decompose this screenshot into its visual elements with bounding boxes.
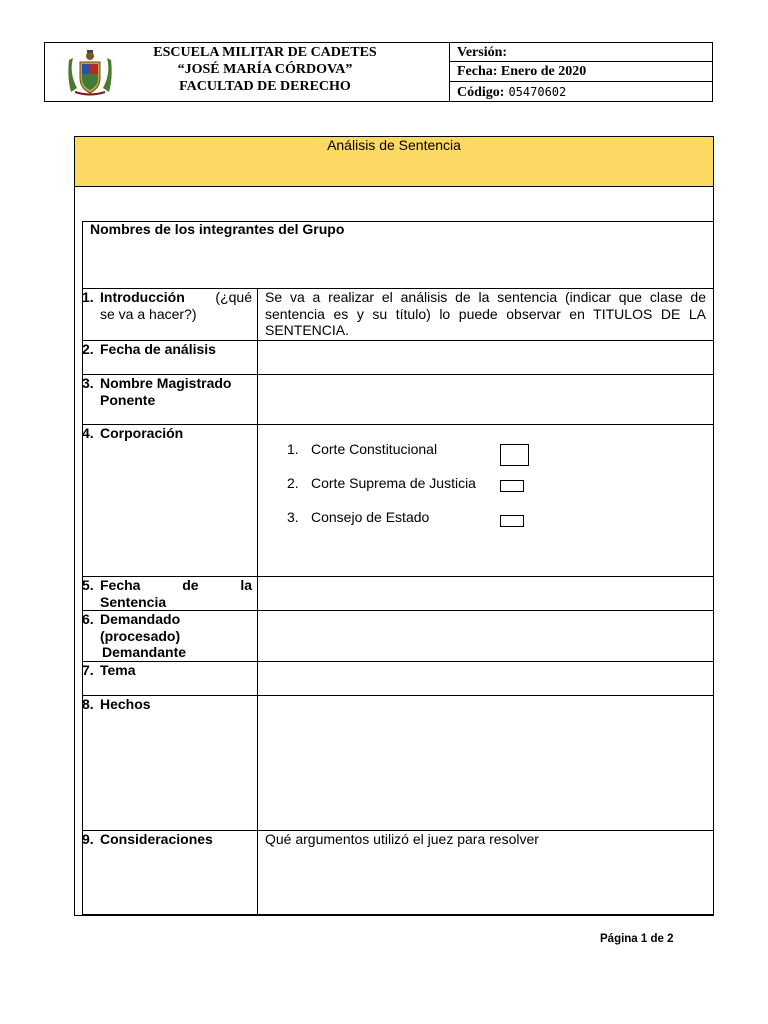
- fecha-analisis-label: [82, 341, 252, 358]
- group-members-label: Nombres de los integrantes del Grupo: [90, 221, 345, 237]
- corporacion-label: [82, 425, 252, 442]
- code-field: [457, 83, 566, 102]
- magistrado-label-a: Nombre Magistrado: [100, 375, 232, 391]
- consideraciones-label: [82, 831, 252, 848]
- tema-field[interactable]: [258, 662, 713, 695]
- school-name-line: ESCUELA MILITAR DE CADETES: [153, 45, 377, 60]
- corporacion-option: [287, 475, 476, 492]
- row-number: 5.: [82, 577, 94, 593]
- intro-label-text: Introducción: [100, 289, 185, 305]
- corporacion-label-text: Corporación: [100, 425, 184, 441]
- hechos-label-text: Hechos: [100, 696, 151, 712]
- hechos-field[interactable]: [258, 696, 713, 830]
- intro-hint-cont: se va a hacer?): [100, 305, 197, 322]
- fecha-analisis-text: Fecha de análisis: [100, 341, 216, 357]
- demandante-label: Demandante: [102, 644, 187, 660]
- option-label: Consejo de Estado: [311, 509, 430, 525]
- checkbox-corte-suprema[interactable]: [500, 480, 524, 492]
- row-number: 2.: [82, 341, 94, 357]
- row-number: 8.: [82, 696, 94, 712]
- school-name-line: “JOSÉ MARÍA CÓRDOVA”: [177, 62, 353, 77]
- school-name: [105, 44, 425, 95]
- form-title: Análisis de Sentencia: [327, 137, 461, 153]
- row-number: 7.: [82, 662, 94, 678]
- tema-label-text: Tema: [100, 662, 136, 678]
- option-label: Corte Suprema de Justicia: [311, 475, 476, 491]
- demandado-field[interactable]: [258, 611, 713, 661]
- code-label: Código:: [457, 85, 505, 100]
- consideraciones-text[interactable]: Qué argumentos utilizó el juez para resolver: [265, 831, 539, 847]
- option-number: 3.: [287, 509, 299, 525]
- row-number: 3.: [82, 375, 94, 391]
- magistrado-field[interactable]: [258, 375, 713, 424]
- faculty-name: FACULTAD DE DERECHO: [179, 79, 351, 94]
- code-value: 05470602: [508, 85, 567, 99]
- tema-label: [82, 662, 252, 679]
- hechos-label: [82, 696, 252, 713]
- option-label: Corte Constitucional: [311, 441, 438, 457]
- row-number: 6.: [82, 611, 94, 627]
- version-label: Versión:: [457, 45, 508, 60]
- corporacion-option: [287, 441, 437, 458]
- fecha-sentencia-word: la: [240, 577, 252, 593]
- header-row-line: [450, 81, 713, 82]
- option-number: 2.: [287, 475, 299, 491]
- page-number: Página 1 de 2: [600, 933, 674, 945]
- demandado-label-a: Demandado: [100, 611, 181, 627]
- document-header: [44, 42, 713, 102]
- fecha-sentencia-word: de: [182, 577, 199, 593]
- checkbox-consejo-estado[interactable]: [500, 515, 524, 527]
- magistrado-label-b: Ponente: [100, 391, 156, 408]
- fecha-sentencia-word: Sentencia: [100, 593, 167, 610]
- fecha-sentencia-label: [82, 577, 252, 610]
- row-number: 4.: [82, 425, 94, 441]
- intro-label: [82, 289, 252, 322]
- demandado-label: [82, 611, 252, 661]
- consideraciones-label-text: Consideraciones: [100, 831, 213, 847]
- option-number: 1.: [287, 441, 299, 457]
- intro-text[interactable]: Se va a realizar el análisis de la sentencia (indicar que clase de sentencia es y su título) lo puede observar en TITULOS DE LA SENTENCIA.: [265, 289, 706, 338]
- demandado-label-b: (procesado): [100, 627, 181, 644]
- checkbox-corte-constitucional[interactable]: [500, 444, 529, 466]
- header-divider: [449, 43, 450, 101]
- corporacion-option: [287, 509, 429, 526]
- fecha-analisis-field[interactable]: [258, 341, 713, 374]
- fecha-sentencia-field[interactable]: [258, 577, 713, 610]
- fecha-sentencia-word: Fecha: [100, 577, 141, 593]
- row-number: 9.: [82, 831, 94, 847]
- row-number: 1.: [82, 289, 94, 305]
- intro-hint: (¿qué: [215, 289, 252, 305]
- date-label: Fecha: Enero de 2020: [457, 64, 587, 79]
- magistrado-label: [82, 375, 252, 408]
